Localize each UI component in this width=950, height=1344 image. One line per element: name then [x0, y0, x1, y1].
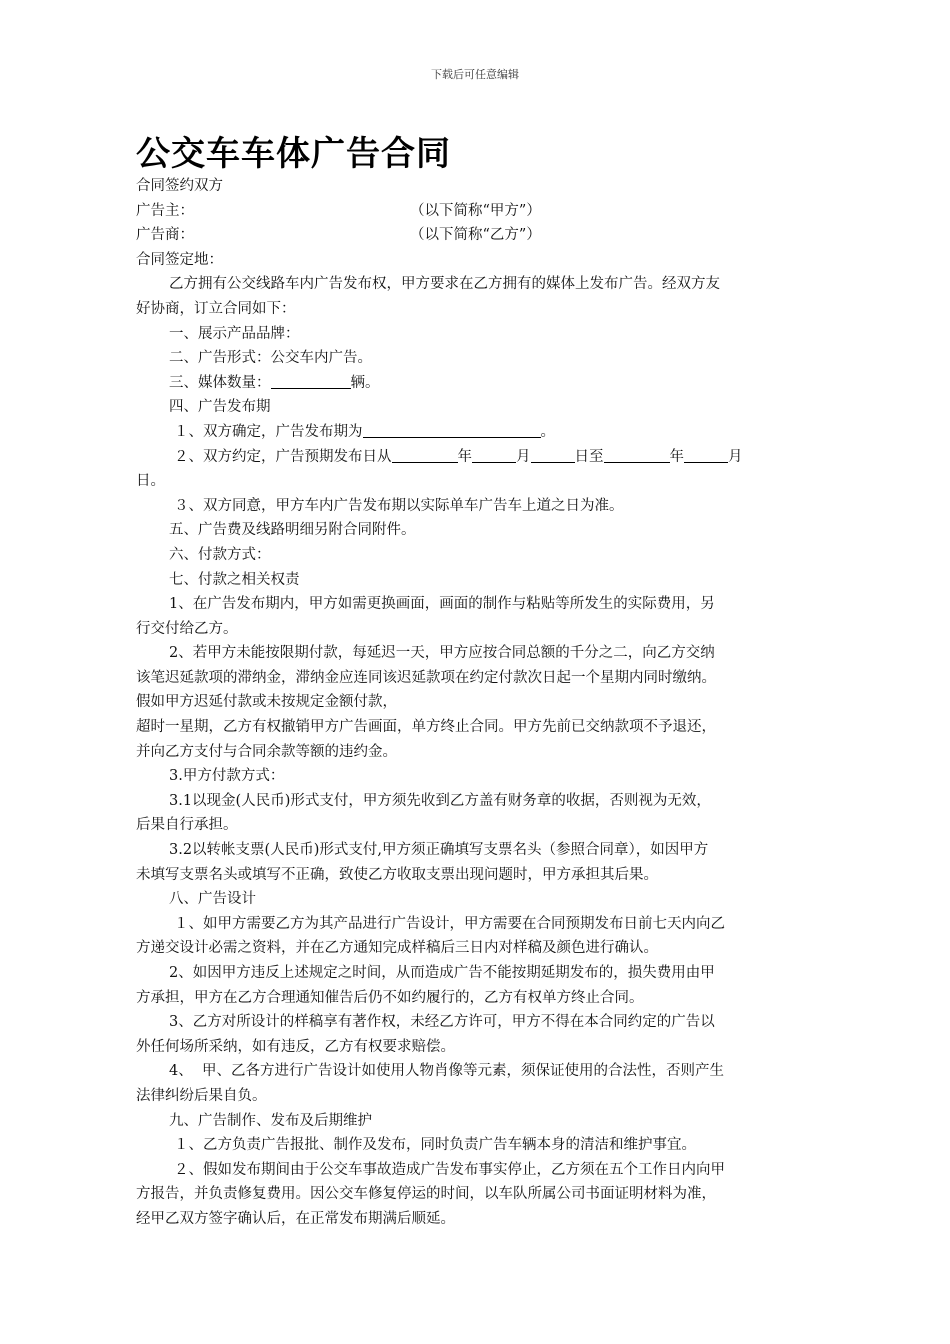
contract-body: [136, 174, 816, 1232]
section-4-item-3: ３、双方同意，甲方车内广告发布期以实际单车广告车上道之日为准。: [174, 497, 624, 514]
section-4-item-2: [136, 445, 816, 470]
section-8-p4-line1: 4、 甲、乙各方进行广告设计如使用人物肖像等元素，须保证使用的合法性，否则产生: [169, 1063, 724, 1080]
section-7-p31-line1: 3.1以现金(人民币)形式支付，甲方须先收到乙方盖有财务章的收据，否则视为无效，: [169, 792, 711, 809]
section-8-p4-line2: 法律纠纷后果自负。: [136, 1087, 267, 1104]
intro-line-1: 乙方拥有公交线路车内广告发布权，甲方要求在乙方拥有的媒体上发布广告。经双方友: [169, 276, 720, 293]
section-2: 二、广告形式：公交车内广告。: [169, 350, 372, 367]
section-7-p32-line1: 3.2以转帐支票(人民币)形式支付,甲方须正确填写支票名头（参照合同章），如因甲方: [169, 842, 709, 859]
section-5: 五、广告费及线路明细另附合同附件。: [169, 522, 416, 539]
media-quantity-label: 三、媒体数量：: [169, 374, 271, 391]
section-7-p2-line4: 超时一星期，乙方有权撤销甲方广告画面，单方终止合同。甲方先前已交纳款项不予退还，: [136, 719, 716, 736]
section-4-item-1: [136, 420, 816, 445]
section-9-p1: １、乙方负责广告报批、制作及发布，同时负责广告车辆本身的清洁和维护事宜。: [174, 1137, 696, 1154]
section-6: 六、付款方式：: [169, 546, 271, 563]
year-label: 年: [457, 448, 472, 465]
section-4-heading: 四、广告发布期: [169, 399, 271, 416]
month-label: 月: [728, 448, 743, 465]
month-label: 月: [516, 448, 531, 465]
section-7-p2-line3: 假如甲方迟延付款或未按规定金额付款，: [136, 694, 397, 711]
section-7-heading: 七、付款之相关权责: [169, 571, 300, 588]
document-title: 公交车车体广告合同: [136, 134, 451, 174]
section-7-p3: 3.甲方付款方式：: [169, 768, 285, 785]
section-3: [136, 371, 816, 396]
section-4-item-2-cont: 日。: [136, 473, 165, 490]
section-8-p2-line2: 方承担，甲方在乙方合理通知催告后仍不如约履行的，乙方有权单方终止合同。: [136, 989, 644, 1006]
day-to-label: 日至: [574, 448, 604, 465]
page-header: 下载后可任意编辑: [431, 68, 519, 81]
section-8-p2-line1: 2、如因甲方违反上述规定之时间，从而造成广告不能按期延期发布的，损失费用由甲: [169, 965, 715, 981]
agent-line: [136, 223, 816, 248]
end-year-blank[interactable]: [604, 448, 670, 463]
section-1: 一、展示产品品牌：: [169, 325, 300, 342]
start-year-blank[interactable]: [392, 448, 458, 463]
start-day-blank[interactable]: [531, 448, 575, 463]
year-label: 年: [669, 448, 684, 465]
section-8-p1-line2: 方递交设计必需之资料，并在乙方通知完成样稿后三日内对样稿及颜色进行确认。: [136, 940, 658, 957]
agent-note: （以下简称“乙方”）: [410, 227, 541, 244]
section-9-p2-line2: 方报告，并负责修复费用。因公交车修复停运的时间，以车队所属公司书面证明材料为准，: [136, 1186, 716, 1203]
period-end: 。: [540, 423, 555, 440]
expected-date-label: ２、双方约定，广告预期发布日从: [174, 448, 392, 465]
section-7-p2-line5: 并向乙方支付与合同余款等额的违约金。: [136, 743, 397, 760]
section-8-p3-line2: 外任何场所采纳，如有违反，乙方有权要求赔偿。: [136, 1038, 455, 1055]
section-7-p31-line2: 后果自行承担。: [136, 817, 238, 834]
section-7-p1-line1: 1、在广告发布期内，甲方如需更换画面，画面的制作与粘贴等所发生的实际费用，另: [169, 596, 715, 613]
section-9-p2-line1: ２、假如发布期间由于公交车事故造成广告发布事实停止，乙方须在五个工作日内向甲: [174, 1161, 725, 1178]
advertiser-label: 广告主：: [136, 202, 194, 219]
section-7-p2-line1: 2、若甲方未能按限期付款，每延迟一天，甲方应按合同总额的千分之二，向乙方交纳: [169, 645, 715, 662]
media-quantity-unit: 辆。: [350, 374, 380, 391]
section-8-p1-line1: １、如甲方需要乙方为其产品进行广告设计，甲方需要在合同预期发布日前七天内向乙: [174, 915, 725, 932]
end-month-blank[interactable]: [684, 448, 728, 463]
section-7-p1-line2: 行交付给乙方。: [136, 620, 238, 637]
section-8-heading: 八、广告设计: [169, 891, 256, 908]
advertiser-note: （以下简称“甲方”）: [410, 202, 541, 219]
section-9-heading: 九、广告制作、发布及后期维护: [169, 1112, 372, 1129]
section-8-p3-line1: 3、乙方对所设计的样稿享有著作权，未经乙方许可，甲方不得在本合同约定的广告以: [169, 1014, 715, 1031]
section-9-p2-line3: 经甲乙双方签字确认后，在正常发布期满后顺延。: [136, 1210, 455, 1227]
start-month-blank[interactable]: [472, 448, 516, 463]
parties-heading: 合同签约双方: [136, 178, 223, 194]
advertiser-line: [136, 199, 816, 224]
intro-line-2: 好协商，订立合同如下：: [136, 300, 296, 317]
publish-period-blank[interactable]: [363, 423, 541, 438]
signing-place-label: 合同签定地：: [136, 251, 223, 268]
section-7-p2-line2: 该笔迟延款项的滞纳金，滞纳金应连同该迟延款项在约定付款次日起一个星期内同时缴纳。: [136, 669, 716, 686]
publish-period-label: １、双方确定，广告发布期为: [174, 423, 363, 440]
media-quantity-blank[interactable]: [271, 374, 351, 389]
section-7-p32-line2: 未填写支票名头或填写不正确，致使乙方收取支票出现问题时，甲方承担其后果。: [136, 866, 658, 883]
agent-label: 广告商：: [136, 227, 194, 244]
